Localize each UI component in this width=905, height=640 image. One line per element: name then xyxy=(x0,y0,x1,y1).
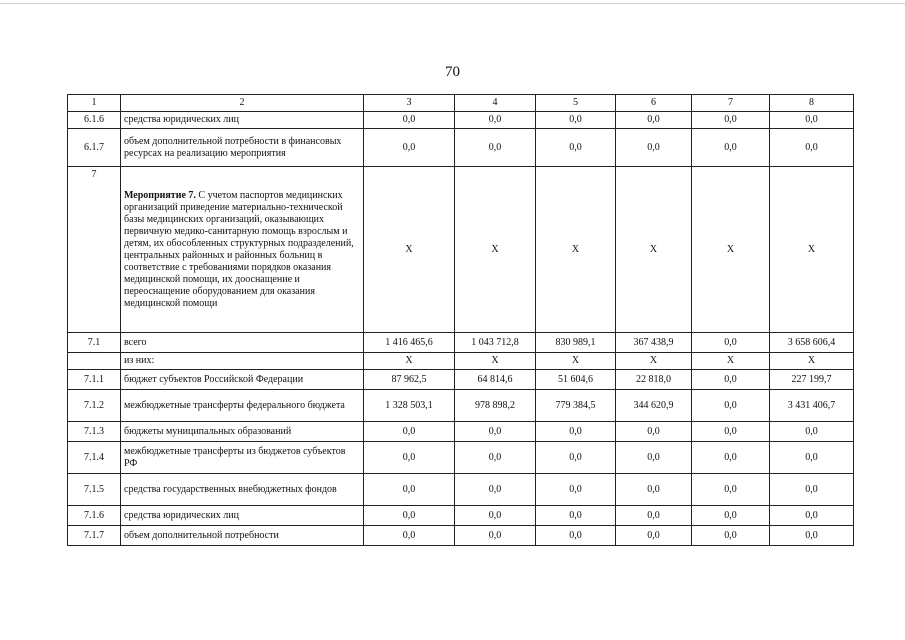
table-row xyxy=(68,474,854,506)
value-cell: 0,0 xyxy=(770,474,854,506)
value-cell: 0,0 xyxy=(455,442,536,474)
value-cell: 87 962,5 xyxy=(364,370,455,390)
value-cell: 3 658 606,4 xyxy=(770,333,854,353)
row-number-cell: 6.1.6 xyxy=(68,112,121,129)
table-header-row xyxy=(68,95,854,112)
header-cell: 7 xyxy=(692,95,770,112)
value-cell: X xyxy=(770,167,854,333)
value-cell: 1 416 465,6 xyxy=(364,333,455,353)
value-cell: 0,0 xyxy=(770,442,854,474)
value-cell: 0,0 xyxy=(770,129,854,167)
row-number-cell: 7.1 xyxy=(68,333,121,353)
value-cell: 0,0 xyxy=(455,526,536,546)
table-row xyxy=(68,370,854,390)
row-number-cell: 7.1.6 xyxy=(68,506,121,526)
row-description-cell: бюджет субъектов Российской Федерации xyxy=(121,370,364,390)
table-row xyxy=(68,506,854,526)
table-row xyxy=(68,129,854,167)
row-description-cell: межбюджетные трансферты федерального бюджета xyxy=(121,390,364,422)
row-description-cell: межбюджетные трансферты из бюджетов субъектов РФ xyxy=(121,442,364,474)
value-cell: 0,0 xyxy=(455,506,536,526)
table-row xyxy=(68,526,854,546)
row-number-cell: 7.1.2 xyxy=(68,390,121,422)
row-number-cell xyxy=(68,353,121,370)
value-cell: 0,0 xyxy=(692,474,770,506)
value-cell: 0,0 xyxy=(616,442,692,474)
row-number-cell: 7.1.3 xyxy=(68,422,121,442)
value-cell: 0,0 xyxy=(770,112,854,129)
table-row xyxy=(68,353,854,370)
header-cell: 4 xyxy=(455,95,536,112)
row-description-cell: из них: xyxy=(121,353,364,370)
row-description-cell: всего xyxy=(121,333,364,353)
value-cell: 0,0 xyxy=(770,422,854,442)
header-cell: 2 xyxy=(121,95,364,112)
row-description-cell: объем дополнительной потребности xyxy=(121,526,364,546)
table-row xyxy=(68,112,854,129)
value-cell: X xyxy=(770,353,854,370)
row-number-cell: 7 xyxy=(68,167,121,333)
row-description-cell xyxy=(121,167,364,333)
value-cell: 64 814,6 xyxy=(455,370,536,390)
header-cell: 3 xyxy=(364,95,455,112)
value-cell: X xyxy=(536,167,616,333)
value-cell: 0,0 xyxy=(455,112,536,129)
value-cell: 978 898,2 xyxy=(455,390,536,422)
value-cell: 830 989,1 xyxy=(536,333,616,353)
value-cell: 0,0 xyxy=(692,112,770,129)
value-cell: 51 604,6 xyxy=(536,370,616,390)
value-cell: 0,0 xyxy=(692,333,770,353)
value-cell: 0,0 xyxy=(770,526,854,546)
value-cell: 0,0 xyxy=(455,474,536,506)
table-row xyxy=(68,442,854,474)
row-description-cell: объем дополнительной потребности в финансовых ресурсах на реализацию мероприятия xyxy=(121,129,364,167)
value-cell: 0,0 xyxy=(536,474,616,506)
value-cell: 1 043 712,8 xyxy=(455,333,536,353)
page-edge-line xyxy=(0,3,905,4)
value-cell: 0,0 xyxy=(692,422,770,442)
value-cell: 0,0 xyxy=(364,526,455,546)
value-cell: 0,0 xyxy=(692,506,770,526)
table-row xyxy=(68,390,854,422)
value-cell: X xyxy=(455,167,536,333)
value-cell: 0,0 xyxy=(364,506,455,526)
value-cell: 0,0 xyxy=(616,112,692,129)
value-cell: 0,0 xyxy=(692,526,770,546)
value-cell: 0,0 xyxy=(536,129,616,167)
value-cell: 0,0 xyxy=(364,422,455,442)
value-cell: 3 431 406,7 xyxy=(770,390,854,422)
row-description-cell: средства юридических лиц xyxy=(121,112,364,129)
value-cell: 0,0 xyxy=(692,129,770,167)
value-cell: X xyxy=(616,353,692,370)
budget-table xyxy=(67,94,854,546)
row-description-cell: средства государственных внебюджетных фондов xyxy=(121,474,364,506)
value-cell: 0,0 xyxy=(364,442,455,474)
value-cell: 0,0 xyxy=(455,129,536,167)
value-cell: 0,0 xyxy=(692,442,770,474)
value-cell: 0,0 xyxy=(536,506,616,526)
value-cell: X xyxy=(616,167,692,333)
value-cell: 0,0 xyxy=(692,390,770,422)
measure-title: Мероприятие 7. xyxy=(124,189,196,201)
value-cell: 0,0 xyxy=(536,526,616,546)
value-cell: 22 818,0 xyxy=(616,370,692,390)
header-cell: 6 xyxy=(616,95,692,112)
header-cell: 8 xyxy=(770,95,854,112)
row-number-cell: 7.1.5 xyxy=(68,474,121,506)
value-cell: 0,0 xyxy=(616,526,692,546)
measure-description: С учетом паспортов медицинских организаций приведение материально-технической базы медицинских организаций, оказывающих первичную медико-санитарную помощь взрослым и детям, их обособленных структурных подразделений, центральных районных и районных больниц в соответствие с требованиями порядков оказания медицинской помощи, их дооснащение и переоснащение оборудованием для оказания медицинской помощи xyxy=(124,189,354,309)
value-cell: 227 199,7 xyxy=(770,370,854,390)
header-cell: 1 xyxy=(68,95,121,112)
value-cell: 0,0 xyxy=(616,506,692,526)
value-cell: 367 438,9 xyxy=(616,333,692,353)
table-row xyxy=(68,167,854,333)
value-cell: 0,0 xyxy=(616,129,692,167)
value-cell: 344 620,9 xyxy=(616,390,692,422)
value-cell: 0,0 xyxy=(616,474,692,506)
table-row xyxy=(68,333,854,353)
row-number-cell: 7.1.1 xyxy=(68,370,121,390)
value-cell: 0,0 xyxy=(616,422,692,442)
page-number: 70 xyxy=(445,64,460,80)
row-number-cell: 7.1.4 xyxy=(68,442,121,474)
value-cell: X xyxy=(692,167,770,333)
value-cell: 0,0 xyxy=(692,370,770,390)
value-cell: 0,0 xyxy=(364,474,455,506)
value-cell: 0,0 xyxy=(536,422,616,442)
value-cell: 0,0 xyxy=(536,442,616,474)
value-cell: 0,0 xyxy=(364,112,455,129)
row-number-cell: 6.1.7 xyxy=(68,129,121,167)
value-cell: 0,0 xyxy=(364,129,455,167)
value-cell: 779 384,5 xyxy=(536,390,616,422)
row-description-cell: средства юридических лиц xyxy=(121,506,364,526)
value-cell: X xyxy=(536,353,616,370)
value-cell: X xyxy=(455,353,536,370)
table-row xyxy=(68,422,854,442)
header-cell: 5 xyxy=(536,95,616,112)
row-description-cell: бюджеты муниципальных образований xyxy=(121,422,364,442)
value-cell: X xyxy=(364,353,455,370)
value-cell: X xyxy=(692,353,770,370)
value-cell: 0,0 xyxy=(455,422,536,442)
value-cell: 0,0 xyxy=(536,112,616,129)
value-cell: X xyxy=(364,167,455,333)
row-number-cell: 7.1.7 xyxy=(68,526,121,546)
value-cell: 0,0 xyxy=(770,506,854,526)
value-cell: 1 328 503,1 xyxy=(364,390,455,422)
